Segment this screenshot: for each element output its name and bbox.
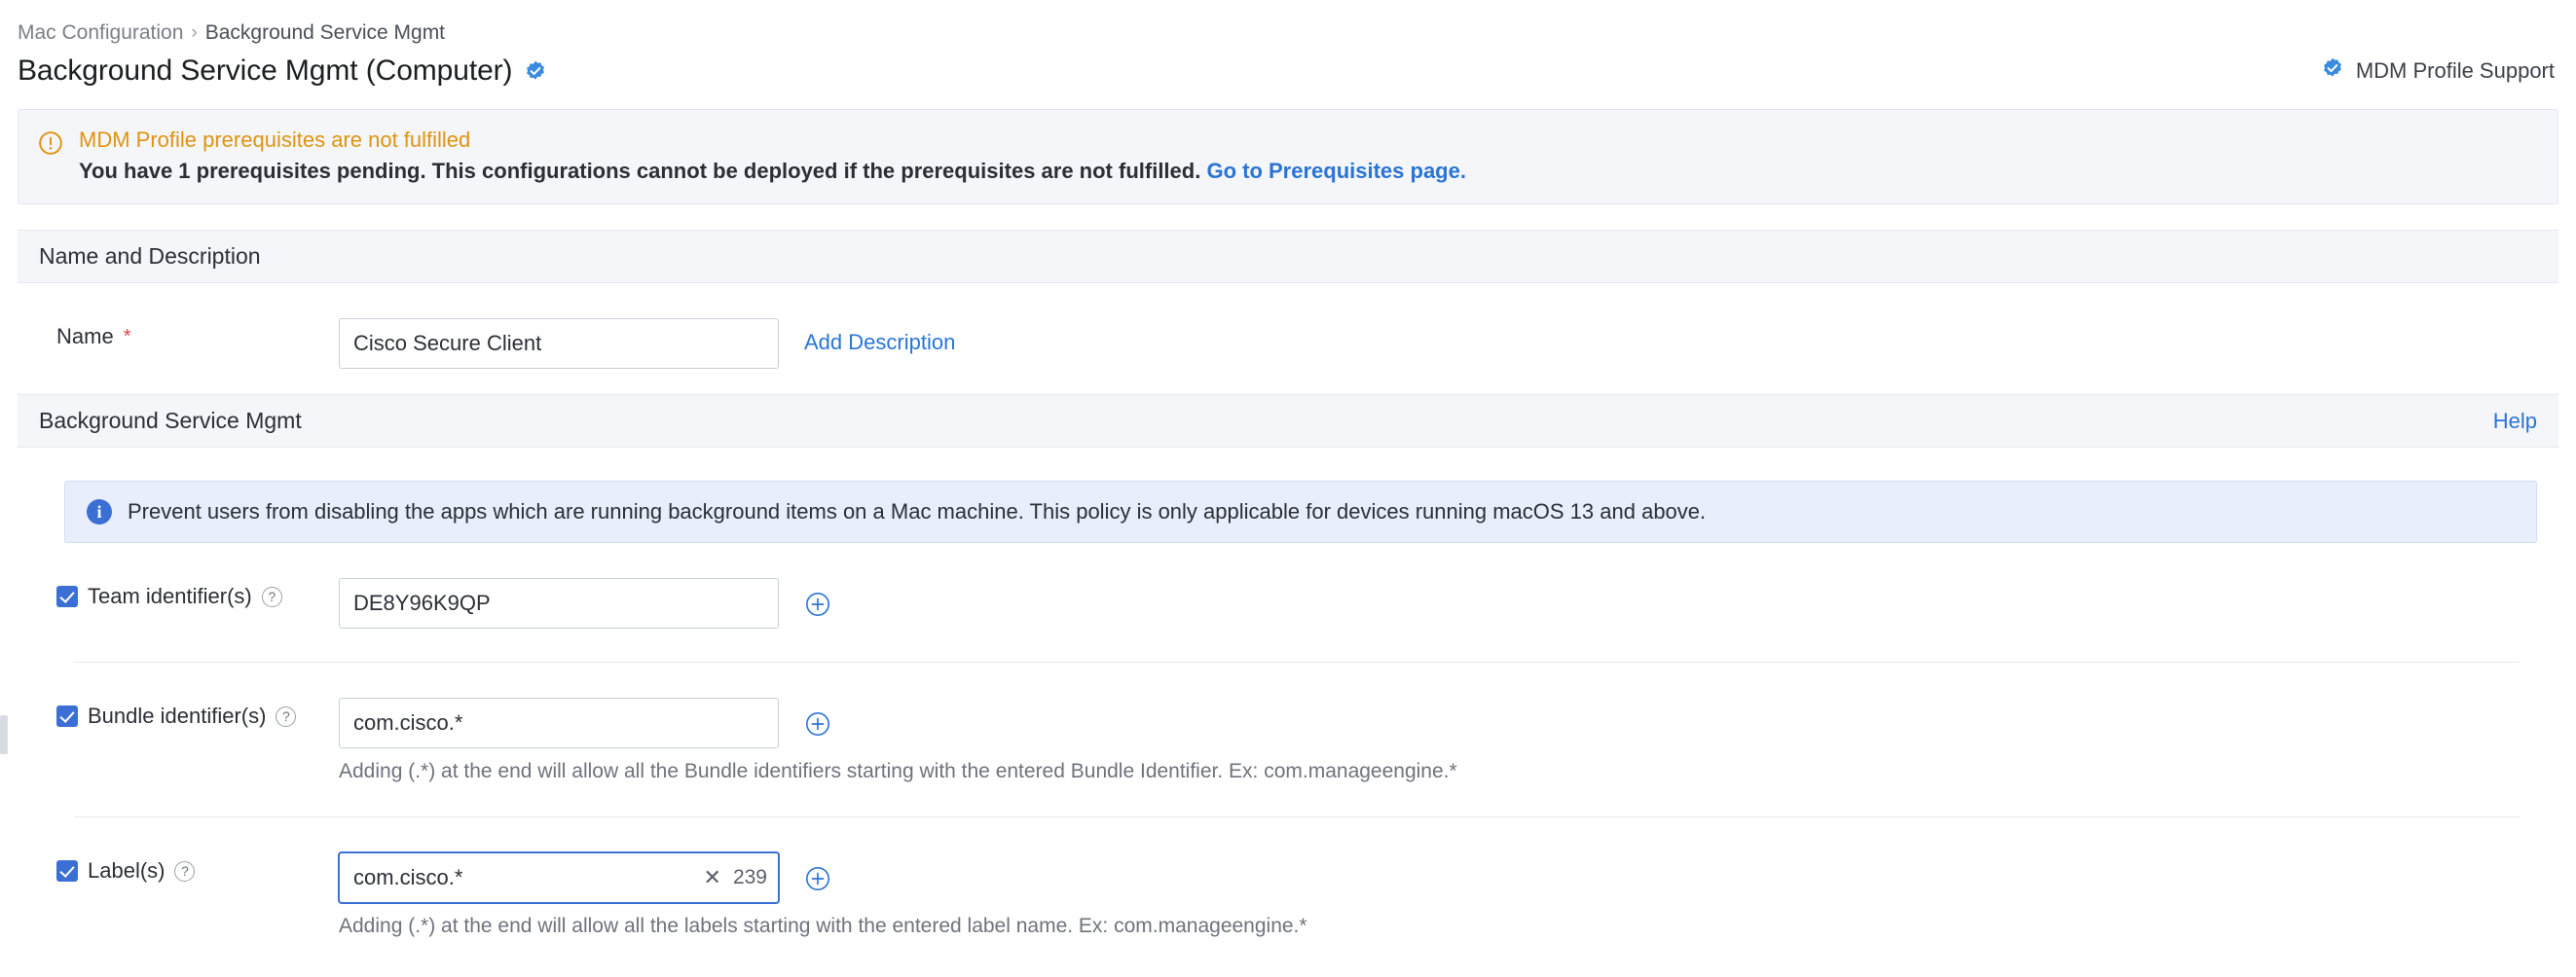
bundle-identifier-input[interactable]	[339, 698, 779, 748]
bundle-identifier-row	[18, 663, 2558, 748]
breadcrumb-separator-icon: ›	[191, 22, 198, 43]
labels-hint: Adding (.*) at the end will allow all the labels starting with the entered label name. Ex: com.manageengine.*	[339, 915, 1307, 937]
section-title-background-service-mgmt: Background Service Mgmt	[39, 408, 302, 433]
page-title-group	[18, 54, 547, 88]
bundle-identifier-checkbox[interactable]	[56, 706, 78, 727]
page-title: Background Service Mgmt (Computer)	[18, 54, 513, 87]
name-input[interactable]	[339, 318, 779, 369]
name-description-form	[0, 283, 2576, 369]
mdm-profile-support[interactable]	[2321, 56, 2555, 86]
banner-title: MDM Profile prerequisites are not fulfilled	[79, 127, 471, 152]
name-field-group	[339, 318, 955, 369]
warning-icon	[38, 130, 63, 156]
mdm-profile-support-label: MDM Profile Support	[2355, 58, 2555, 83]
required-asterisk: *	[123, 325, 131, 347]
team-identifier-label-text: Team identifier(s)	[88, 584, 252, 608]
verified-badge-icon	[524, 59, 547, 83]
question-mark-icon[interactable]: ?	[174, 861, 195, 882]
plus-circle-icon[interactable]	[804, 591, 831, 618]
question-mark-icon[interactable]: ?	[276, 706, 296, 727]
labels-label	[18, 852, 339, 884]
bundle-identifier-field-group	[339, 698, 831, 748]
scrollbar-thumb[interactable]	[0, 715, 8, 754]
bundle-identifier-label	[18, 698, 339, 729]
labels-row	[18, 817, 2558, 903]
plus-circle-icon[interactable]	[804, 865, 831, 892]
breadcrumb-parent[interactable]: Mac Configuration	[18, 21, 184, 44]
name-row	[18, 283, 2558, 369]
info-icon: i	[87, 499, 112, 525]
banner-text: You have 1 prerequisites pending. This configurations cannot be deployed if the prerequisites are not fulfilled.	[79, 159, 1201, 183]
add-description-link[interactable]: Add Description	[804, 330, 956, 354]
question-mark-icon[interactable]: ?	[262, 587, 282, 607]
section-header-background-service-mgmt	[18, 394, 2558, 448]
section-header-name-description	[18, 230, 2558, 283]
team-identifier-label	[18, 578, 339, 609]
breadcrumb	[0, 0, 2576, 45]
prerequisite-warning-banner	[18, 109, 2558, 204]
info-strip	[64, 481, 2537, 543]
labels-label-text: Label(s)	[88, 858, 166, 883]
team-identifier-checkbox[interactable]	[56, 586, 78, 607]
character-counter: 239	[732, 866, 767, 888]
background-service-form	[0, 543, 2576, 938]
section-title-name-description: Name and Description	[39, 243, 261, 269]
labels-checkbox[interactable]	[56, 860, 78, 882]
help-link[interactable]: Help	[2492, 408, 2537, 433]
breadcrumb-current: Background Service Mgmt	[204, 21, 446, 44]
page-header	[0, 45, 2576, 88]
shield-check-icon	[2321, 56, 2344, 86]
info-strip-text: Prevent users from disabling the apps which are running background items on a Mac machine. This policy is only applicable for devices running macOS 13 and above.	[128, 499, 1707, 524]
bundle-identifier-label-text: Bundle identifier(s)	[88, 704, 267, 728]
clear-icon[interactable]: ✕	[703, 865, 721, 889]
name-label-text: Name	[56, 324, 114, 348]
team-identifier-field-group	[339, 578, 831, 629]
name-label	[18, 318, 339, 349]
banner-body	[79, 159, 1466, 184]
prerequisites-link[interactable]: Go to Prerequisites page.	[1206, 159, 1466, 183]
team-identifier-input[interactable]	[339, 578, 779, 629]
plus-circle-icon[interactable]	[804, 710, 831, 738]
labels-field-group	[339, 852, 831, 903]
bundle-identifier-hint: Adding (.*) at the end will allow all the Bundle identifiers starting with the entered Bundle Identifier. Ex: com.manageengine.*	[339, 760, 1457, 782]
team-identifier-row	[18, 543, 2558, 629]
